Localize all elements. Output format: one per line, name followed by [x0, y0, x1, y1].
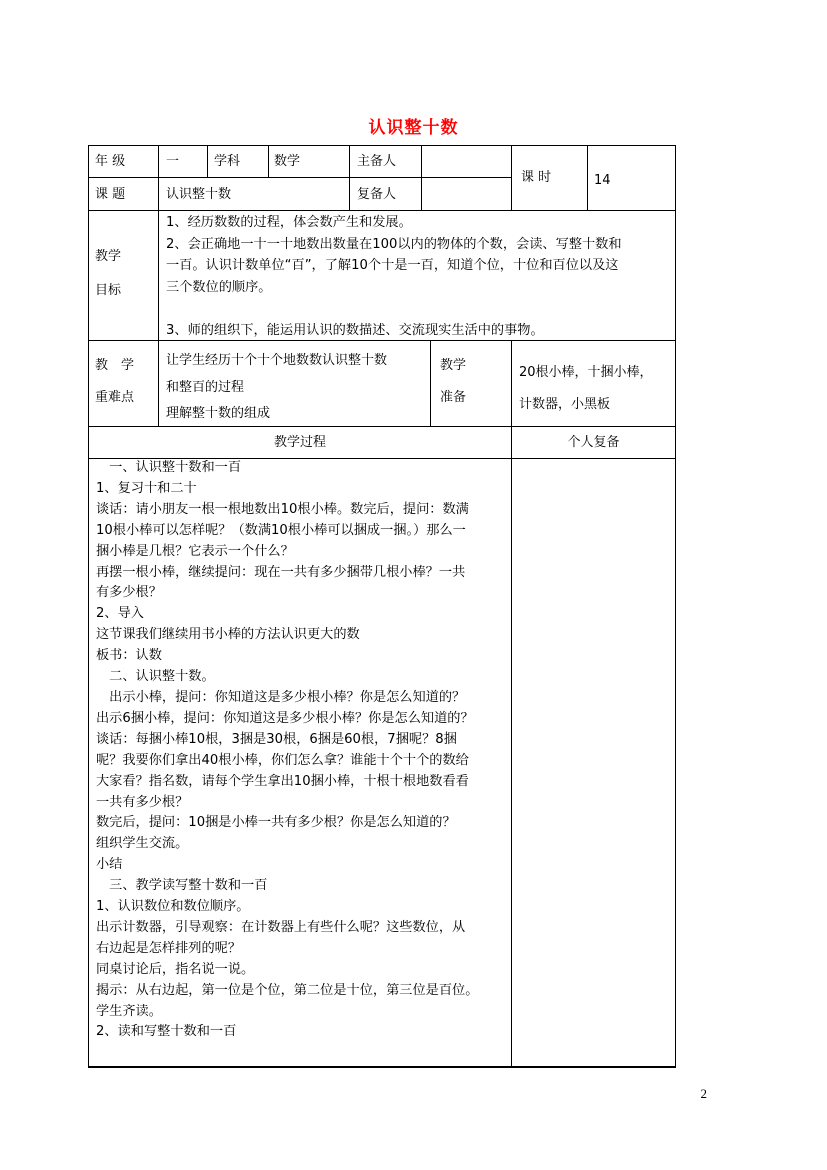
- process-line: 捆小棒是几根？它表示一个什么？: [96, 543, 294, 559]
- difficulty-line: 理解整十数的组成: [166, 406, 271, 421]
- goal-line: 三个数位的顺序。: [166, 279, 272, 295]
- process-line: 揭示：从右边起，第一位是个位，第二位是十位，第三位是百位。: [96, 982, 479, 998]
- process-line: 1、复习十和二十: [96, 480, 197, 496]
- goal-line: 1、经历数数的过程，体会数产生和发展。: [166, 215, 412, 230]
- process-line: 数完后，提问：10捆是小棒一共有多少根？你是怎么知道的？: [96, 815, 456, 831]
- process-line: 呢？我要你们拿出40根小棒，你们怎么拿？谁能十个十个的数给: [96, 752, 469, 768]
- process-line: 2、读和写整十数和一百: [96, 1024, 237, 1040]
- goals-label-1: 教学: [95, 249, 122, 264]
- goal-line: 2、会正确地一十一十地数出数量在100以内的物体的个数，会读、写整十数和: [166, 236, 622, 252]
- process-line: 谈话：每捆小棒10根，3捆是30根，6捆是60根，7捆呢？8捆: [96, 731, 457, 747]
- process-line: 板书：认数: [96, 648, 162, 664]
- period-label: 课 时: [521, 170, 552, 185]
- process-line: 一、认识整十数和一百: [96, 460, 242, 475]
- process-header: 教学过程: [273, 435, 326, 450]
- goal-line: 一百。认识计数单位“百”，了解10个十是一百，知道个位，十位和百位以及这: [166, 258, 619, 273]
- period-value: 14: [594, 173, 611, 188]
- subject-value: 数学: [274, 154, 301, 169]
- prep-label-1: 教学: [440, 358, 467, 373]
- page-title: 认识整十数: [368, 118, 459, 138]
- prep-line: 计数器，小黑板: [519, 397, 611, 412]
- process-line: 谈话：请小朋友一根一根地数出10根小棒。数完后，提问：数满: [96, 501, 469, 517]
- reviewer-label: 复备人: [357, 187, 397, 202]
- grade-label: 年 级: [95, 154, 126, 169]
- subject-label: 学科: [214, 154, 241, 169]
- process-line: 大家看？指名数，请每个学生拿出10捆小棒，十根十根地数看看: [96, 773, 469, 789]
- process-line: 组织学生交流。: [96, 836, 189, 852]
- process-line: 出示计数器，引导观察：在计数器上有些什么呢？这些数位，从: [96, 919, 466, 935]
- prep-label-2: 准备: [440, 390, 467, 405]
- process-line: 再摆一根小棒，继续提问：现在一共有多少捆带几根小棒？一共: [96, 564, 466, 580]
- process-line: 出示小棒，提问：你知道这是多少根小棒？你是怎么知道的？: [96, 689, 466, 705]
- process-line: 出示6捆小棒，提问：你知道这是多少根小棒？你是怎么知道的？: [96, 710, 474, 726]
- process-line: 小结: [96, 857, 123, 873]
- process-text: [96, 458, 510, 1043]
- process-line: 有多少根？: [96, 585, 162, 601]
- process-line: 三、教学读写整十数和一百: [96, 878, 268, 894]
- prep-text: [519, 357, 653, 421]
- process-line: 学生齐读。: [96, 1003, 162, 1019]
- topic-value: 认识整十数: [166, 187, 232, 202]
- difficulty-line: 和整百的过程: [166, 380, 245, 395]
- process-line: 二、认识整十数。: [96, 669, 215, 685]
- process-line: 1、认识数位和数位顺序。: [96, 899, 250, 915]
- goals-text: [166, 212, 622, 341]
- process-line: 同桌讨论后，指名说一说。: [96, 961, 255, 977]
- goals-label-2: 目标: [95, 283, 122, 298]
- process-line: 一共有多少根？: [96, 794, 189, 810]
- topic-label: 课 题: [95, 187, 126, 202]
- goal-line: [166, 298, 506, 320]
- process-line: 2、导入: [96, 606, 144, 622]
- process-line: 10根小棒可以怎样呢？（数满10根小棒可以捆成一捆。）那么一: [96, 522, 466, 538]
- preparer-label: 主备人: [357, 154, 397, 169]
- grade-value: 一: [166, 154, 180, 169]
- difficulty-label-1: 教 学: [95, 358, 135, 373]
- page-number: 2: [700, 1086, 707, 1101]
- prep-line: 20根小棒，十捆小棒，: [519, 365, 653, 380]
- personal-review-header: 个人复备: [567, 435, 620, 450]
- difficulty-line: 让学生经历十个十个地数数认识整十数: [166, 353, 388, 368]
- goal-line: 3、师的组织下，能运用认识的数描述、交流现实生活中的事物。: [166, 322, 544, 338]
- process-line: 这节课我们继续用书小棒的方法认识更大的数: [96, 627, 360, 643]
- difficulty-label-2: 重难点: [95, 390, 135, 405]
- difficulty-text: [166, 347, 387, 401]
- process-line: 右边起是怎样排列的呢？: [96, 940, 242, 956]
